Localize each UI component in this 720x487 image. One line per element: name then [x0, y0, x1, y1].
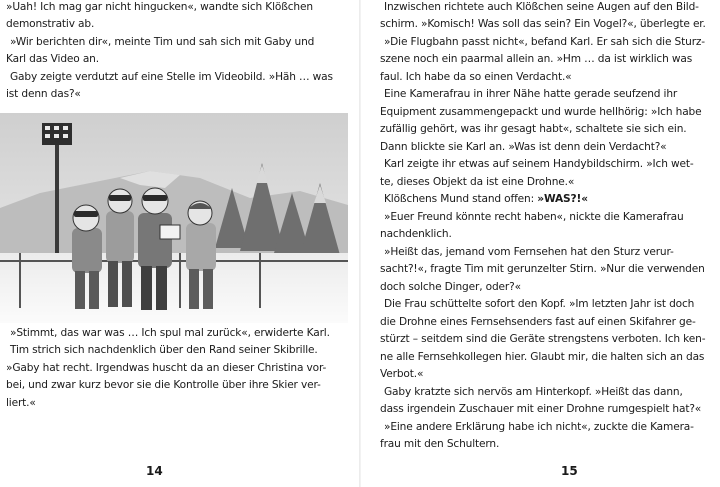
text-line: te, dieses Objekt da ist eine Drohne.«	[380, 176, 575, 188]
text-line: bei, und zwar kurz bevor sie die Kontrolle über ihre Skier ver-	[6, 379, 321, 391]
text-line: »Uah! Ich mag gar nicht hingucken«, wandte sich Klößchen	[6, 1, 313, 13]
illustration	[0, 113, 348, 323]
text-line: Eine Kamerafrau in ihrer Nähe hatte gerade seufzend ihr	[384, 88, 678, 100]
text-line: ne alle Fernsehkollegen hier. Glaubt mir, die halten sich an das	[380, 351, 705, 363]
text-line: »Stimmt, das war was … Ich spul mal zurück«, erwiderte Karl.	[10, 327, 330, 339]
text-line: faul. Ich habe da so einen Verdacht.«	[380, 71, 572, 83]
text-line: ist denn das?«	[6, 88, 81, 100]
text-line: Inzwischen richtete auch Klößchen seine Augen auf den Bild-	[384, 1, 699, 13]
text-line: Karl zeigte ihr etwas auf seinem Handybildschirm. »Ich wet-	[384, 158, 694, 170]
text-line: »Gaby hat recht. Irgendwas huscht da an dieser Christina vor-	[6, 362, 327, 374]
text-line: die Drohne eines Fernsehsenders fast auf einen Skifahrer ge-	[380, 316, 696, 328]
text-line: Dann blickte sie Karl an. »Was ist denn dein Verdacht?«	[380, 141, 667, 153]
text-line: Tim strich sich nachdenklich über den Rand seiner Skibrille.	[10, 344, 318, 356]
text-line: frau mit den Schultern.	[380, 438, 500, 450]
text-line: »Heißt das, jemand vom Fernsehen hat den Sturz verur-	[384, 246, 674, 258]
text-line: Gaby kratzte sich nervös am Hinterkopf. »Heißt das dann,	[384, 386, 683, 398]
exclamation: »WAS?!«	[537, 193, 588, 205]
text-line: liert.«	[6, 397, 36, 409]
text-fragment: Klößchens Mund stand offen:	[384, 193, 535, 205]
text-line: zufällig gehört, was ihr gesagt habt«, schaltete sie sich ein.	[380, 123, 687, 135]
text-line: szene noch ein paarmal allein an. »Hm … da ist wirklich was	[380, 53, 693, 65]
text-line: »Euer Freund könnte recht haben«, nickte die Kamerafrau	[384, 211, 684, 223]
text-line: stürzt – seitdem sind die Geräte strengstens verboten. Ich ken-	[380, 333, 706, 345]
text-line: nachdenklich.	[380, 228, 452, 240]
text-line: »Eine andere Erklärung habe ich nicht«, zuckte die Kamera-	[384, 421, 694, 433]
text-line: demonstrativ ab.	[6, 18, 95, 30]
text-line: dass irgendein Zuschauer mit einer Drohne rumgespielt hat?«	[380, 403, 702, 415]
right-page	[360, 0, 720, 487]
text-line: doch solche Dinger, oder?«	[380, 281, 521, 293]
text-line: schirm. »Komisch! Was soll das sein? Ein Vogel?«, überlegte er.	[380, 18, 706, 30]
text-line: »Wir berichten dir«, meinte Tim und sah sich mit Gaby und	[10, 36, 315, 48]
text-line: Gaby zeigte verdutzt auf eine Stelle im Videobild. »Häh … was	[10, 71, 333, 83]
text-line	[384, 192, 588, 207]
text-line: sacht?!«, fragte Tim mit gerunzelter Stirn. »Nur die verwenden	[380, 263, 705, 275]
text-line: Karl das Video an.	[6, 53, 99, 65]
ground	[0, 253, 348, 323]
page-number: 14	[146, 464, 163, 478]
text-line: Equipment zusammengepackt und wurde hellhörig: »Ich habe	[380, 106, 702, 118]
text-line: Verbot.«	[380, 368, 424, 380]
page-number: 15	[561, 464, 578, 478]
text-line: »Die Flugbahn passt nicht«, befand Karl. Er sah sich die Sturz-	[384, 36, 705, 48]
text-line: Die Frau schüttelte sofort den Kopf. »Im letzten Jahr ist doch	[384, 298, 695, 310]
